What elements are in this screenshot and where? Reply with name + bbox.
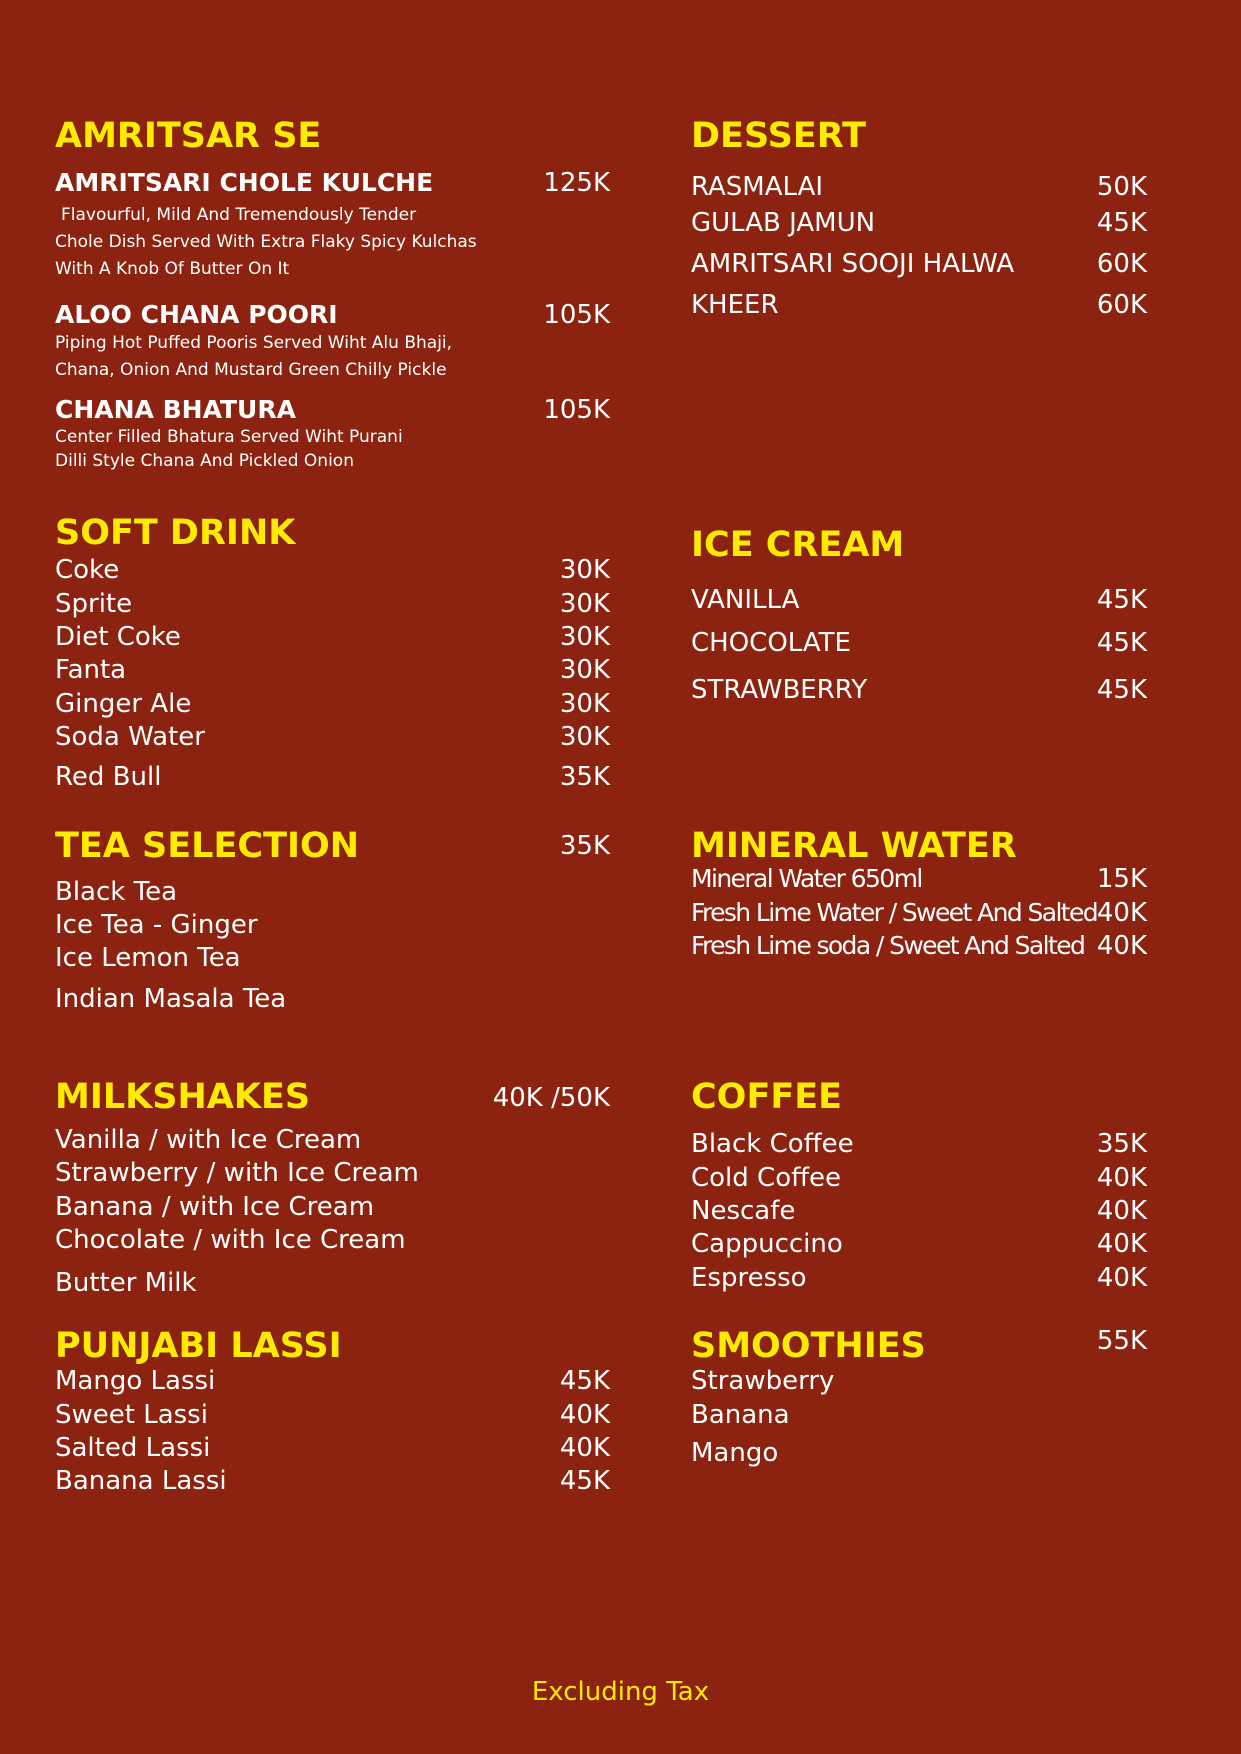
item-name: Mineral Water 650ml [691, 864, 922, 893]
item-price: 40K [1096, 898, 1147, 928]
section-title: TEA SELECTION [55, 826, 360, 866]
item-price: 45K [1096, 208, 1147, 238]
menu-item [691, 208, 1147, 238]
item-name: Black Coffee [691, 1129, 854, 1159]
dish-description: Piping Hot Puffed Pooris Served Wiht Alu Bhaji, [55, 333, 453, 353]
item-price: 40K [559, 1400, 610, 1430]
menu-item [691, 1263, 1147, 1293]
menu-item [691, 864, 1147, 894]
menu-item [55, 1400, 610, 1430]
item-price: 30K [559, 655, 610, 685]
item-price: 35K [559, 762, 610, 792]
item-name: Mango Lassi [55, 1366, 216, 1396]
menu-item: Strawberry / with Ice Cream [55, 1158, 419, 1188]
item-name: Fresh Lime Water / Sweet And Salted [691, 898, 1098, 927]
dish-description: Flavourful, Mild And Tremendously Tender [61, 205, 417, 225]
menu-item [691, 1163, 1147, 1193]
menu-item: Strawberry [691, 1366, 835, 1396]
menu-item [55, 1366, 610, 1396]
item-name: Nescafe [691, 1196, 796, 1226]
dish-name: ALOO CHANA POORI [55, 300, 338, 329]
section-title: AMRITSAR SE [55, 116, 322, 156]
menu-item: Butter Milk [55, 1268, 197, 1298]
item-price: 40K [1096, 1196, 1147, 1226]
item-name: Fanta [55, 655, 127, 685]
dish-description: With A Knob Of Butter On It [55, 259, 290, 279]
section-smoothies [691, 1326, 1147, 1476]
dish-price: 105K [543, 395, 610, 425]
item-name: CHOCOLATE [691, 628, 851, 658]
item-price: 40K [1096, 1163, 1147, 1193]
menu-item: Chocolate / with Ice Cream [55, 1225, 406, 1255]
menu-item [55, 622, 610, 652]
section-price: 35K [559, 831, 610, 861]
menu-item [691, 172, 1147, 202]
dish-name: CHANA BHATURA [55, 395, 296, 424]
menu-item: Banana [691, 1400, 790, 1430]
footer-note: Excluding Tax [531, 1677, 710, 1707]
section-price: 55K [1096, 1326, 1147, 1356]
section-milkshakes [55, 1077, 610, 1302]
dish-description: Center Filled Bhatura Served Wiht Purani [55, 427, 403, 447]
item-name: Sweet Lassi [55, 1400, 208, 1430]
menu-item [691, 898, 1147, 928]
item-price: 30K [559, 622, 610, 652]
dish-description: Chole Dish Served With Extra Flaky Spicy Kulchas [55, 232, 477, 252]
item-price: 45K [559, 1366, 610, 1396]
item-price: 45K [1096, 675, 1147, 705]
item-name: Espresso [691, 1263, 807, 1293]
item-price: 50K [1096, 172, 1147, 202]
section-title: MILKSHAKES [55, 1077, 311, 1117]
menu-item [691, 249, 1147, 279]
dish-description: Chana, Onion And Mustard Green Chilly Pickle [55, 360, 447, 380]
item-name: Coke [55, 555, 120, 585]
menu-item: Vanilla / with Ice Cream [55, 1125, 362, 1155]
section-price: 40K /50K [492, 1083, 610, 1113]
menu-item [55, 1466, 610, 1496]
dish-price: 125K [543, 168, 610, 198]
menu-item [691, 1196, 1147, 1226]
item-name: GULAB JAMUN [691, 208, 876, 238]
menu-item [691, 585, 1147, 615]
item-name: VANILLA [691, 585, 800, 615]
item-price: 60K [1096, 290, 1147, 320]
section-title: COFFEE [691, 1077, 843, 1117]
menu-item [55, 1433, 610, 1463]
section-amritsar-se [55, 116, 610, 476]
item-name: Salted Lassi [55, 1433, 211, 1463]
menu-item [55, 589, 610, 619]
section-title: ICE CREAM [691, 525, 905, 565]
item-name: Soda Water [55, 722, 205, 752]
item-price: 40K [1096, 1263, 1147, 1293]
item-name: Banana Lassi [55, 1466, 227, 1496]
menu-item [691, 1129, 1147, 1159]
menu-item: Mango [691, 1438, 779, 1468]
menu-item: Indian Masala Tea [55, 984, 287, 1014]
item-name: Cold Coffee [691, 1163, 842, 1193]
menu-item [691, 1229, 1147, 1259]
section-title: PUNJABI LASSI [55, 1326, 342, 1366]
item-price: 60K [1096, 249, 1147, 279]
item-name: Sprite [55, 589, 133, 619]
dish-description: Dilli Style Chana And Pickled Onion [55, 451, 354, 471]
menu-item [55, 555, 610, 585]
menu-item: Ice Tea - Ginger [55, 910, 258, 940]
item-name: STRAWBERRY [691, 675, 868, 705]
item-price: 40K [559, 1433, 610, 1463]
item-name: Cappuccino [691, 1229, 843, 1259]
item-price: 45K [559, 1466, 610, 1496]
item-price: 30K [559, 722, 610, 752]
section-title: SMOOTHIES [691, 1326, 926, 1366]
item-price: 40K [1096, 931, 1147, 961]
section-title: DESSERT [691, 116, 866, 156]
section-ice-cream [691, 525, 1147, 715]
dish-name: AMRITSARI CHOLE KULCHE [55, 168, 434, 197]
item-name: Red Bull [55, 762, 162, 792]
item-price: 45K [1096, 628, 1147, 658]
section-mineral-water [691, 826, 1147, 966]
item-name: Diet Coke [55, 622, 181, 652]
menu-item: Banana / with Ice Cream [55, 1192, 375, 1222]
menu-item [55, 689, 610, 719]
item-name: AMRITSARI SOOJI HALWA [691, 249, 1015, 279]
item-price: 40K [1096, 1229, 1147, 1259]
menu-item [691, 931, 1147, 961]
dish-price: 105K [543, 300, 610, 330]
section-coffee [691, 1077, 1147, 1302]
item-name: Ginger Ale [55, 689, 192, 719]
item-name: KHEER [691, 290, 779, 320]
menu-item: Ice Lemon Tea [55, 943, 241, 973]
menu-item [55, 655, 610, 685]
item-name: RASMALAI [691, 172, 824, 202]
menu-item [55, 722, 610, 752]
item-price: 30K [559, 555, 610, 585]
menu-item [55, 762, 610, 792]
item-price: 35K [1096, 1129, 1147, 1159]
section-soft-drink [55, 513, 610, 793]
item-price: 30K [559, 689, 610, 719]
item-price: 45K [1096, 585, 1147, 615]
item-price: 30K [559, 589, 610, 619]
menu-item: Black Tea [55, 877, 178, 907]
menu-item [691, 290, 1147, 320]
section-punjabi-lassi [55, 1326, 610, 1506]
menu-item [691, 675, 1147, 705]
item-name: Fresh Lime soda / Sweet And Salted [691, 931, 1085, 960]
menu-item [691, 628, 1147, 658]
section-dessert [691, 116, 1147, 326]
section-title: MINERAL WATER [691, 826, 1017, 866]
section-title: SOFT DRINK [55, 513, 296, 553]
section-tea-selection [55, 826, 610, 1026]
item-price: 15K [1096, 864, 1147, 894]
